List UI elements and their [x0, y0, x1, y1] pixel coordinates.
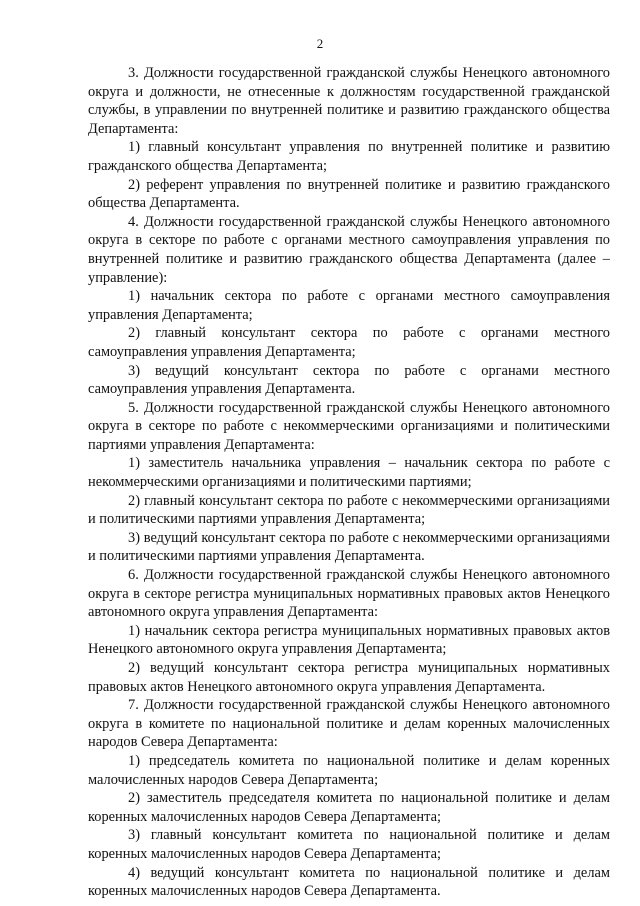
paragraph-item: 2) главный консультант сектора по работе с органами местного самоуправления управления Департамента;	[88, 325, 610, 360]
paragraph-item: 2) референт управления по внутренней политике и развитию гражданского общества Департамента.	[88, 176, 610, 212]
paragraph-item: 1) начальник сектора по работе с органами местного самоуправления управления Департамента;	[88, 288, 610, 323]
paragraph-item: 3) ведущий консультант сектора по работе с некоммерческими организациями и политическими партиями управления Департамента.	[88, 529, 610, 565]
paragraph-section-6: 6. Должности государственной гражданской службы Ненецкого автономного округа в секторе регистра муниципальных нормативных правовых актов Ненецкого автономного округа управления Департамента:	[88, 567, 610, 621]
paragraph-item: 1) начальник сектора регистра муниципальных нормативных правовых актов Ненецкого автономного округа управления Департамента;	[88, 622, 610, 658]
paragraph-section-5: 5. Должности государственной гражданской службы Ненецкого автономного округа в секторе по работе с некоммерческими организациями и политическими партиями управления Департамента:	[88, 399, 610, 453]
paragraph-item: 1) главный консультант управления по внутренней политике и развитию гражданского общества Департамента;	[88, 139, 610, 174]
paragraph-item: 1) заместитель начальника управления – начальник сектора по работе с некоммерческими организациями и политическими партиями;	[88, 455, 610, 491]
paragraph-item: 4) ведущий консультант комитета по национальной политике и делам коренных малочисленных народов Севера Департамента.	[88, 864, 610, 900]
paragraph-section-3: 3. Должности государственной гражданской службы Ненецкого автономного округа и должности, не отнесенные к должностям государственной гражданской службы, в управлении по внутренней политике и развитию гражданского общества Департамента:	[88, 65, 610, 137]
page-number: 2	[316, 36, 324, 51]
paragraph-item: 3) главный консультант комитета по национальной политике и делам коренных малочисленных народов Севера Департамента;	[88, 827, 610, 862]
paragraph-item: 2) главный консультант сектора по работе с некоммерческими организациями и политическими партиями управления Департамента;	[88, 492, 610, 528]
paragraph-section-4: 4. Должности государственной гражданской службы Ненецкого автономного округа в секторе по работе с органами местного самоуправления управления по внутренней политике и развитию гражданского общества Департамента (далее – управление):	[88, 213, 610, 286]
paragraph-item: 2) заместитель председателя комитета по национальной политике и делам коренных малочисленных народов Севера Департамента;	[88, 790, 610, 825]
paragraph-item: 3) ведущий консультант сектора по работе с органами местного самоуправления управления Департамента.	[88, 362, 610, 398]
paragraph-item: 2) ведущий консультант сектора регистра муниципальных нормативных правовых актов Ненецкого автономного округа управления Департамента.	[88, 660, 610, 695]
paragraph-item: 1) председатель комитета по национальной политике и делам коренных малочисленных народов Севера Департамента;	[88, 752, 610, 788]
document-body	[88, 64, 610, 901]
paragraph-section-7: 7. Должности государственной гражданской службы Ненецкого автономного округа в комитете по национальной политике и делам коренных малочисленных народов Севера Департамента:	[88, 697, 610, 751]
